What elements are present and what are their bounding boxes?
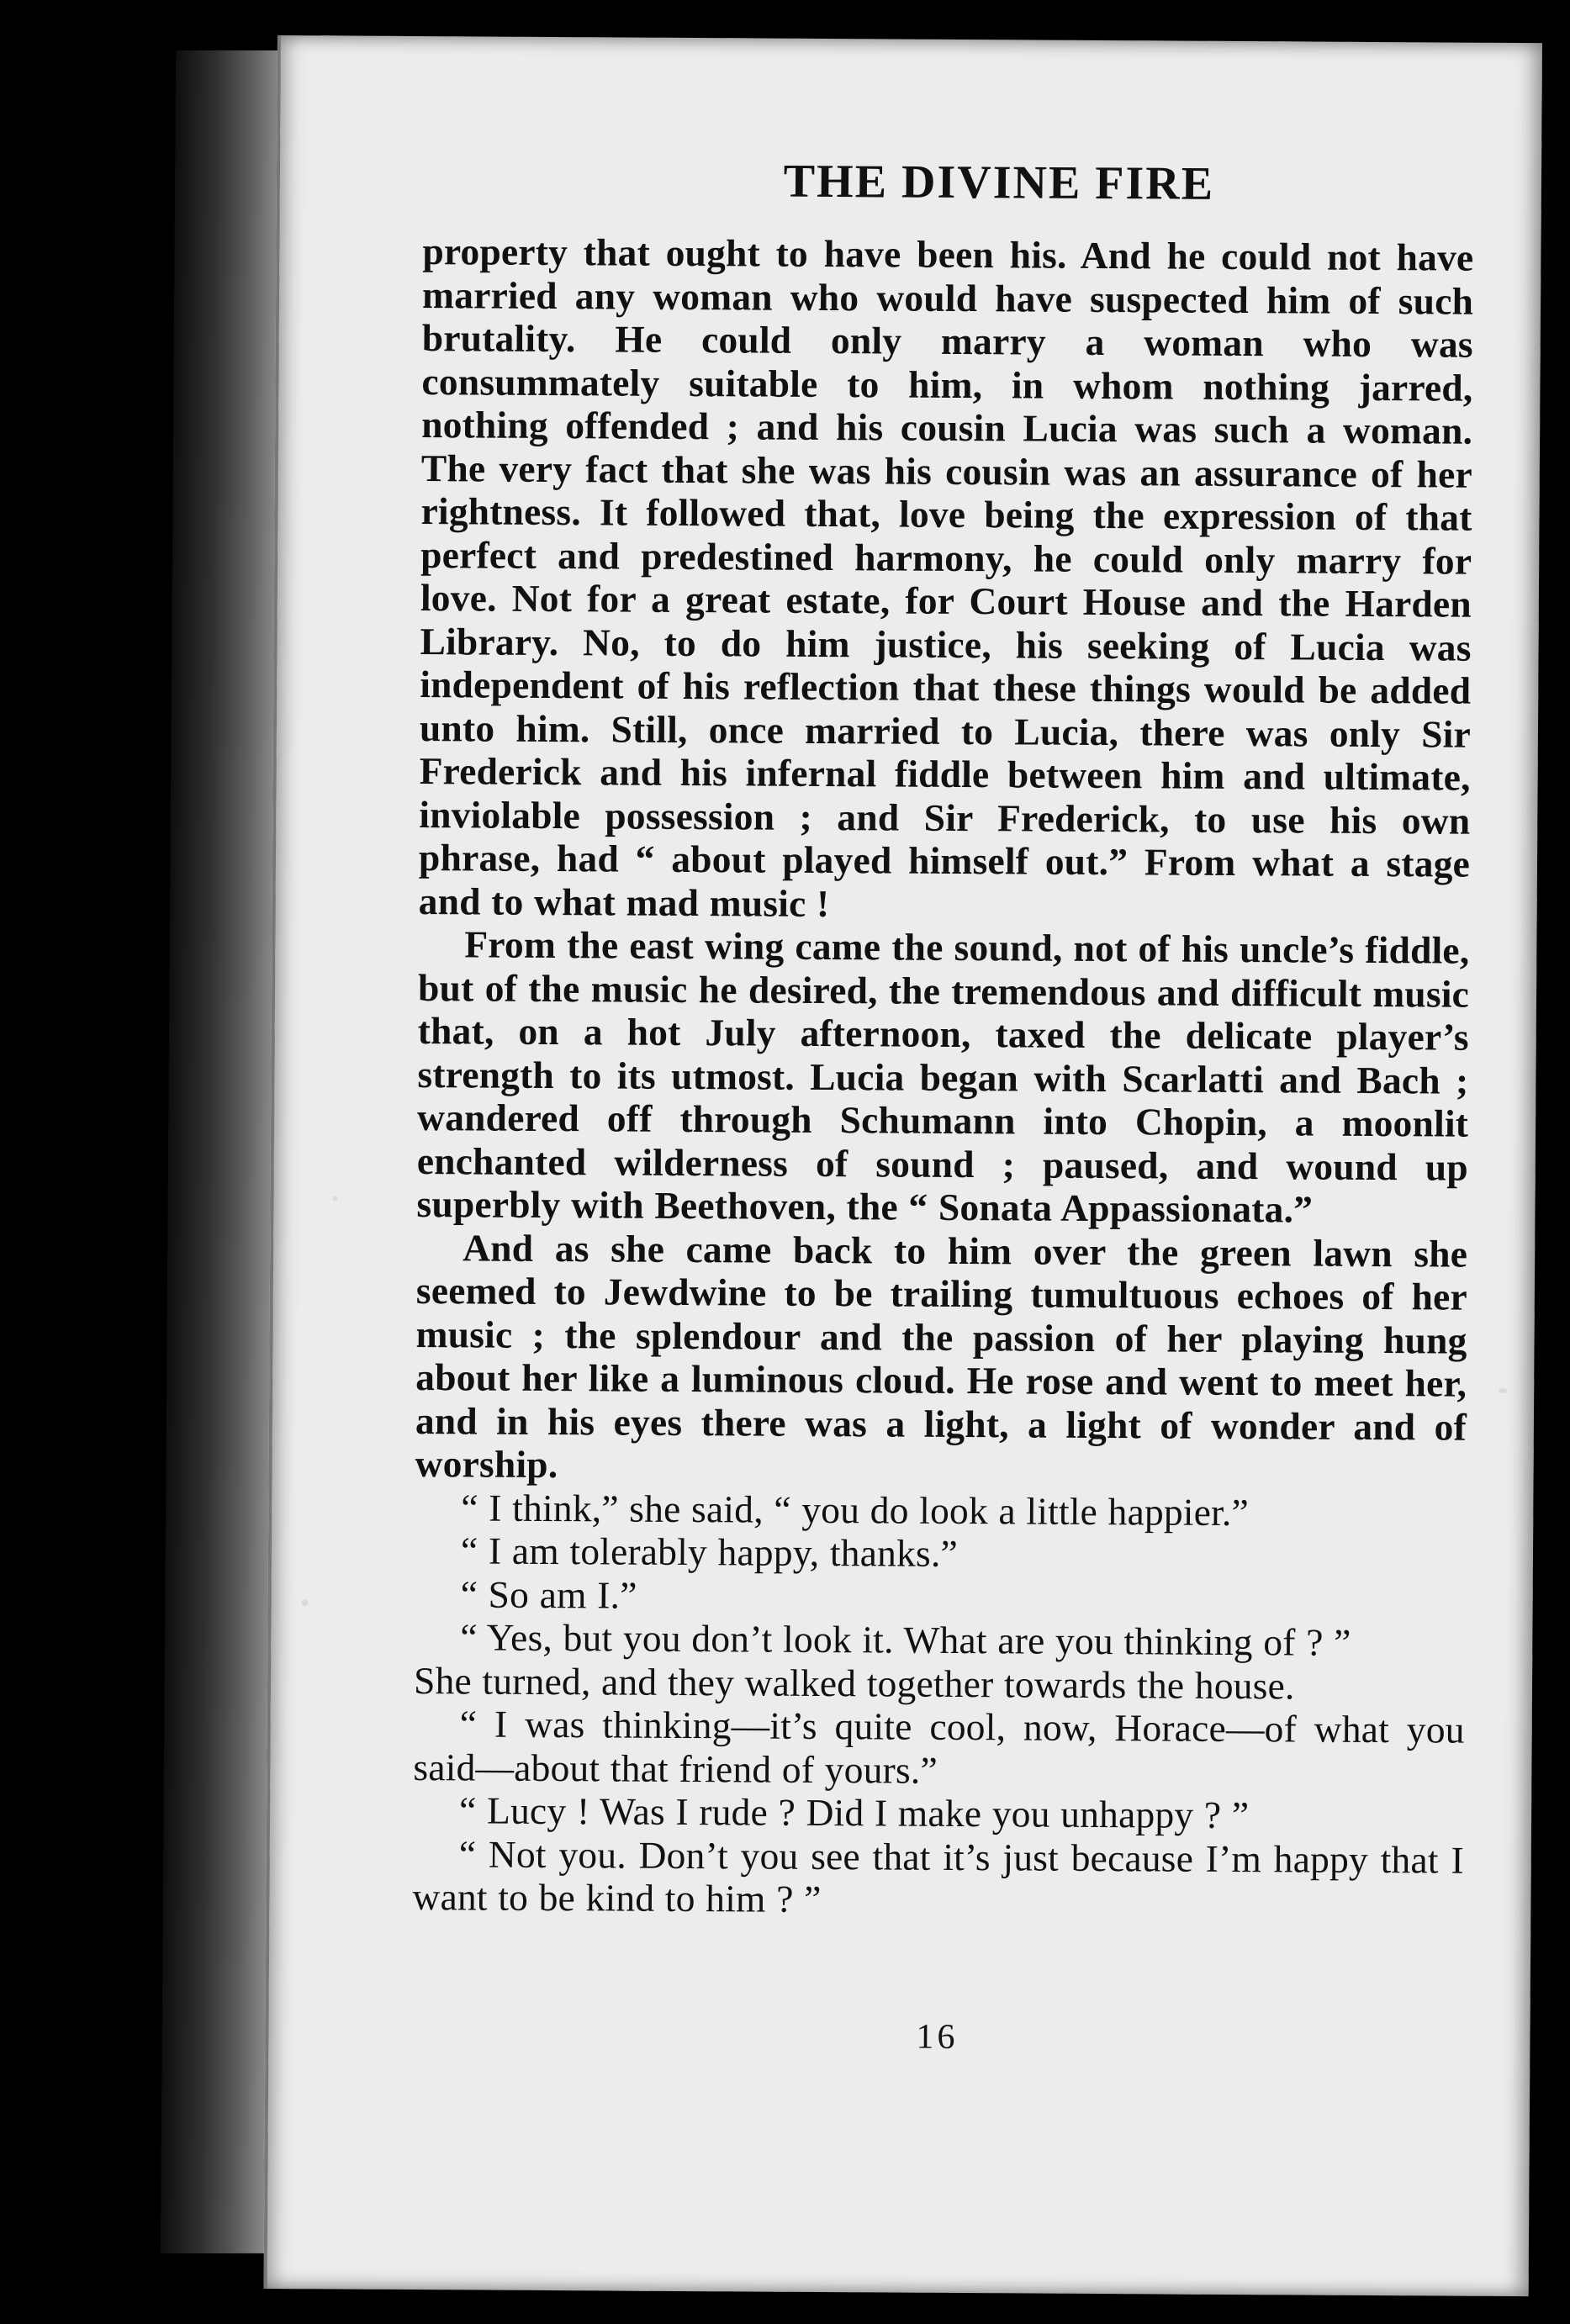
dialogue-line-1: “ I think,” she said, “ you do look a little happier.” [461,1485,1250,1534]
running-header: THE DIVINE FIRE [783,155,1215,210]
paper-speck [1499,1388,1507,1393]
dialogue-line-6: “ Lucy ! Was I rude ? Did I make you unhappy ? ” [458,1788,1250,1837]
paragraph-2: From the east wing came the sound, not of his uncle’s fiddle, but of the music he desired, the tremendous and difficult music that, on a hot July afternoon, taxed the delicate player’s strength to its utmost. Lucia began with Scarlatti and Bach ; wandered off through Schumann into Chopin, a moonlit enchanted wilderness of sound ; paused, and wound up superbly with Beethoven, the “ Sonata Appassionata.” [416,922,1470,1231]
paragraph-3: And as she came back to him over the green lawn she seemed to Jewdwine to be trailing tumultuous echoes of her music ; the splendour and the passion of her playing hung about her like a luminous cloud. He rose and went to meet her, and in his eyes there was a light, a light of wonder and of worship. [415,1225,1468,1487]
page-number: 16 [916,2017,959,2057]
paragraph-1: property that ought to have been his. And he could not have married any woman who would have suspected him of such brutality. He could only marry a woman who was consummately suitable to him, in whom nothing jarred, nothing offended ; and his cousin Lucia was such a woman. The very fact that she was his cousin was an assurance of her rightness. It followed that, love being the expression of that perfect and predestined harmony, he could only marry for love. Not for a great estate, for Court House and the Harden Library. No, to do him justice, his seeking of Lucia was independent of his reflection that these things would be added unto him. Still, once married to Lucia, there was only Sir Frederick and his infernal fiddle between him and ultimate, inviolable possession ; and Sir Frederick, to use his own phrase, had “ about played himself out.” From what a stage and to what mad music ! [418,230,1474,925]
paper-speck [302,1599,309,1606]
dialogue-line-5: “ I was thinking—it’s quite cool, now, Horace—of what you said—about that friend of yours.” [413,1702,1465,1792]
dialogue-line-4: “ Yes, but you don’t look it. What are you thinking of ? ” [460,1615,1351,1664]
dialogue-line-2: “ I am tolerably happy, thanks.” [460,1529,959,1575]
book-page [264,35,1542,2296]
narration-line: She turned, and they walked together towards the house. [413,1658,1295,1707]
dialogue-line-7: “ Not you. Don’t you see that it’s just because I’m happy that I want to be kind to him ? ” [412,1831,1464,1920]
page-content [412,137,1474,2057]
paper-speck [333,1196,338,1201]
dialogue-line-3: “ So am I.” [460,1571,637,1617]
